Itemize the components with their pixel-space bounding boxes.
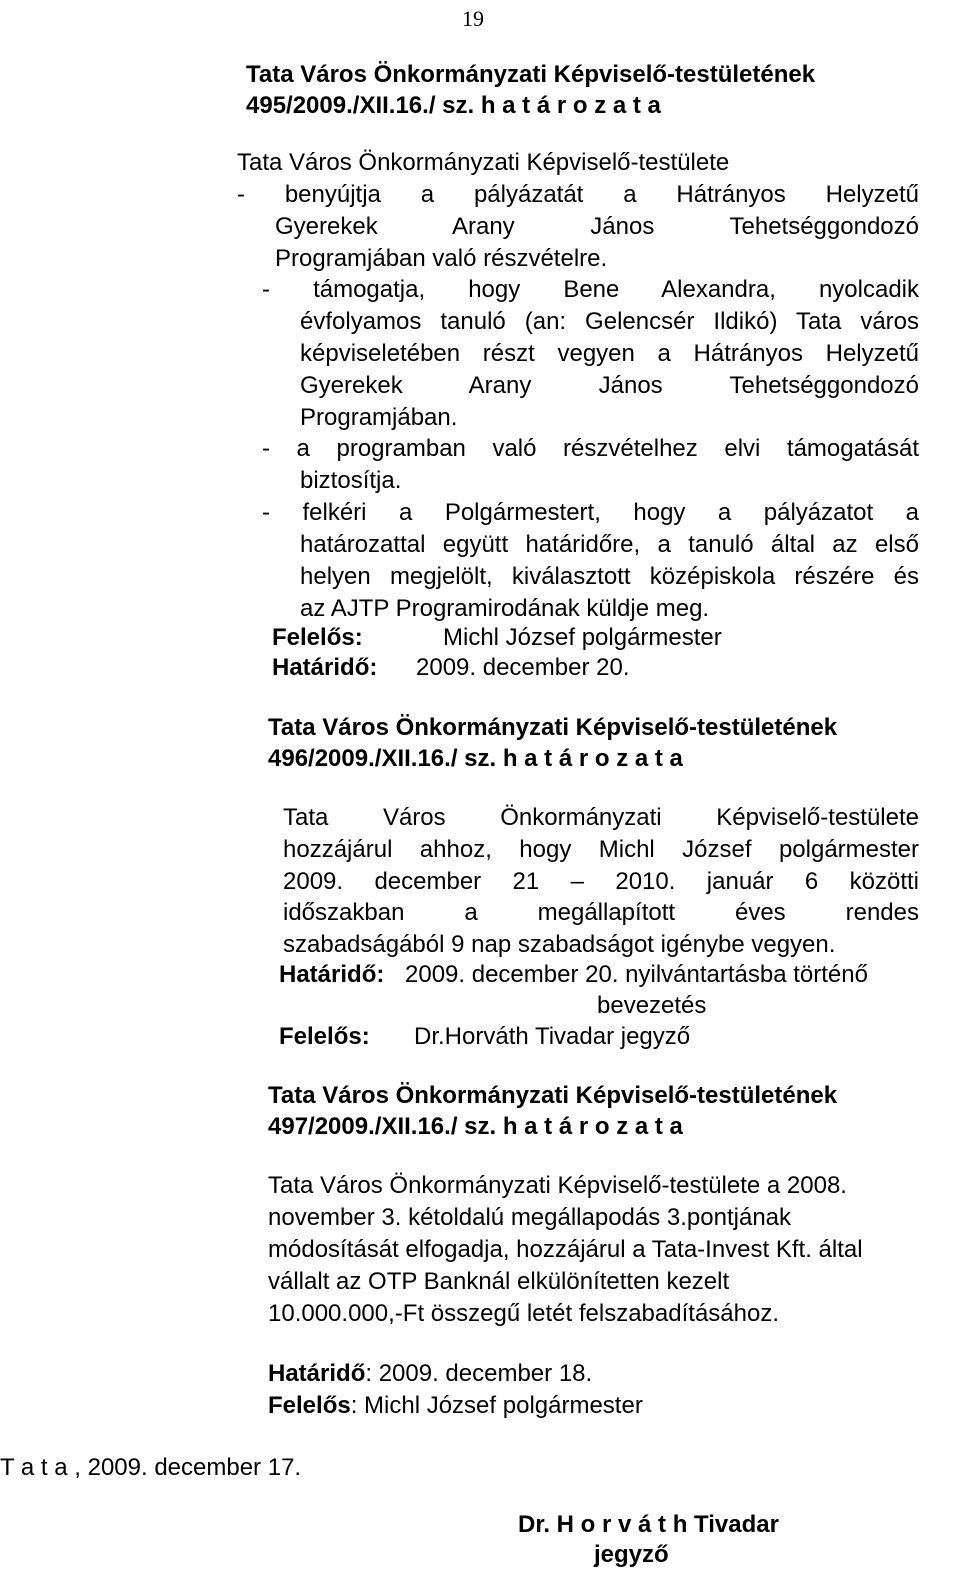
body-line: - támogatja, hogy Bene Alexandra, nyolcadik [262, 276, 919, 303]
deadline-label: Határidő: [272, 654, 378, 681]
body-line: évfolyamos tanuló (an: Gelencsér Ildikó) Tata város [300, 308, 919, 335]
responsible-label: Felelős: [279, 1023, 370, 1050]
responsible-label: Felelős: [272, 624, 363, 651]
body-line: - a programban való részvételhez elvi támogatását [262, 435, 919, 462]
body-line: az AJTP Programirodának küldje meg. [300, 595, 710, 622]
body-line: hozzájárul ahhoz, hogy Michl József polgármester [283, 836, 919, 863]
resolution-number: 495/2009./XII.16./ sz. h a t á r o z a t a [246, 92, 661, 119]
responsible-value: Michl József polgármester [443, 624, 722, 651]
signer-name: Dr. H o r v á t h Tivadar [518, 1511, 779, 1538]
body-line: helyen megjelölt, kiválasztott középiskola részére és [300, 563, 919, 590]
body-line: 10.000.000,-Ft összegű letét felszabadításához. [268, 1300, 779, 1327]
page-number: 19 [462, 6, 484, 31]
responsible-line [268, 1391, 643, 1420]
responsible-label: Felelős [268, 1392, 351, 1419]
body-line: Programjában. [300, 404, 458, 431]
body-line: Gyerekek Arany János Tehetséggondozó [275, 213, 919, 240]
body-line: Tata Város Önkormányzati Képviselő-testülete [283, 804, 919, 831]
resolution-heading: Tata Város Önkormányzati Képviselő-testületének [268, 714, 838, 741]
signer-title: jegyző [594, 1541, 669, 1568]
resolution-heading: Tata Város Önkormányzati Képviselő-testületének [268, 1082, 838, 1109]
body-line: szabadságából 9 nap szabadságot igénybe vegyen. [283, 931, 836, 958]
deadline-value: 2009. december 20. [416, 654, 630, 681]
body-line: Tata Város Önkormányzati Képviselő-testülete [237, 149, 730, 176]
body-line: határozattal együtt határidőre, a tanuló által az első [300, 531, 919, 558]
deadline-value: 2009. december 20. nyilvántartásba történő [405, 961, 868, 988]
resolution-number: 497/2009./XII.16./ sz. h a t á r o z a t a [268, 1113, 683, 1140]
body-line: módosítását elfogadja, hozzájárul a Tata-Invest Kft. által [268, 1236, 863, 1263]
body-line: Gyerekek Arany János Tehetséggondozó [300, 372, 919, 399]
body-line: Programjában való részvételre. [275, 245, 608, 272]
deadline-value: : 2009. december 18. [365, 1360, 593, 1387]
deadline-label: Határidő: [279, 961, 385, 988]
body-line: képviseletében részt vegyen a Hátrányos Helyzetű [300, 340, 919, 367]
body-line: - benyújtja a pályázatát a Hátrányos Helyzetű [237, 181, 919, 208]
body-line: vállalt az OTP Banknál elkülönítetten kezelt [268, 1268, 730, 1295]
responsible-value: : Michl József polgármester [350, 1392, 643, 1419]
responsible-value: Dr.Horváth Tivadar jegyző [414, 1023, 691, 1050]
place-date: T a t a , 2009. december 17. [0, 1454, 302, 1481]
deadline-value-cont: bevezetés [597, 992, 707, 1019]
body-line: biztosítja. [300, 467, 402, 494]
deadline-line [268, 1359, 592, 1388]
body-line: november 3. kétoldalú megállapodás 3.pontjának [268, 1204, 792, 1231]
body-line: - felkéri a Polgármestert, hogy a pályázatot a [262, 499, 919, 526]
body-line: időszakban a megállapított éves rendes [283, 899, 919, 926]
deadline-label: Határidő [268, 1360, 366, 1387]
body-line: 2009. december 21 – 2010. január 6 közötti [283, 868, 919, 895]
body-line: Tata Város Önkormányzati Képviselő-testülete a 2008. [268, 1172, 847, 1199]
resolution-number: 496/2009./XII.16./ sz. h a t á r o z a t a [268, 745, 683, 772]
resolution-heading: Tata Város Önkormányzati Képviselő-testületének [246, 61, 816, 88]
